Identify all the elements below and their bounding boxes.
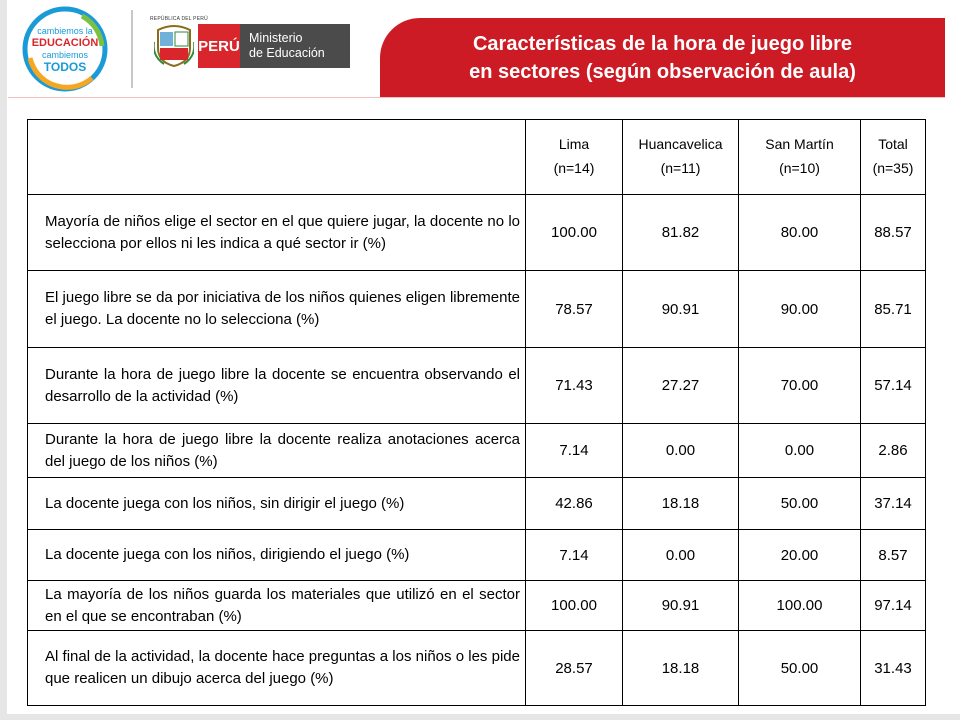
value-lima: 100.00 (526, 195, 623, 271)
value-lima: 71.43 (526, 348, 623, 424)
header-san-martin (739, 120, 861, 195)
results-table (27, 119, 926, 706)
title-banner (380, 18, 945, 97)
value-total: 85.71 (861, 271, 926, 348)
ministry-line-2: de Educación (249, 46, 325, 60)
value-lima: 28.57 (526, 631, 623, 706)
header-n: (n=35) (872, 160, 914, 176)
title-underline (8, 97, 945, 98)
slogan-line-2: EDUCACIÓN (31, 37, 99, 49)
value-total: 37.14 (861, 478, 926, 530)
value-huancavelica: 18.18 (623, 478, 739, 530)
value-total: 2.86 (861, 424, 926, 478)
ministry-label (240, 24, 350, 68)
header-n: (n=14) (553, 160, 595, 176)
table-row (28, 530, 926, 581)
logo-separator (131, 10, 133, 88)
value-lima: 42.86 (526, 478, 623, 530)
row-label: Durante la hora de juego libre la docente realiza anotaciones acerca del juego de los niños (%) (28, 424, 526, 478)
table-row (28, 631, 926, 706)
value-san-martin: 90.00 (739, 271, 861, 348)
value-huancavelica: 18.18 (623, 631, 739, 706)
value-san-martin: 20.00 (739, 530, 861, 581)
header-lima (526, 120, 623, 195)
bottom-border (0, 714, 960, 720)
header-huancavelica (623, 120, 739, 195)
table-row (28, 424, 926, 478)
value-san-martin: 0.00 (739, 424, 861, 478)
header-logos (8, 0, 344, 94)
row-label: La docente juega con los niños, sin dirigir el juego (%) (28, 478, 526, 530)
value-huancavelica: 27.27 (623, 348, 739, 424)
row-label: El juego libre se da por iniciativa de los niños quienes eligen libremente el juego. La docente no lo selecciona (%) (28, 271, 526, 348)
table-row (28, 581, 926, 631)
table-row (28, 195, 926, 271)
table-row (28, 271, 926, 348)
value-huancavelica: 0.00 (623, 424, 739, 478)
header-total (861, 120, 926, 195)
value-huancavelica: 90.91 (623, 271, 739, 348)
table-row (28, 348, 926, 424)
value-lima: 78.57 (526, 271, 623, 348)
value-huancavelica: 81.82 (623, 195, 739, 271)
cambiemos-educacion-logo (22, 6, 108, 92)
header-name: Huancavelica (638, 136, 723, 152)
value-san-martin: 100.00 (739, 581, 861, 631)
value-total: 88.57 (861, 195, 926, 271)
slogan-line-4: TODOS (43, 60, 87, 74)
header-name: Lima (558, 136, 590, 152)
ministry-line-1: Ministerio (249, 31, 303, 45)
value-lima: 7.14 (526, 530, 623, 581)
header-n: (n=10) (779, 160, 820, 176)
row-label: La docente juega con los niños, dirigiendo el juego (%) (28, 530, 526, 581)
row-label: Mayoría de niños elige el sector en el que quiere jugar, la docente no lo selecciona por ellos ni les indica a qué sector ir (%) (28, 195, 526, 271)
republic-text: REPÚBLICA DEL PERÚ (150, 16, 208, 22)
header-name: Total (878, 136, 908, 152)
value-huancavelica: 0.00 (623, 530, 739, 581)
value-total: 8.57 (861, 530, 926, 581)
value-total: 97.14 (861, 581, 926, 631)
title-line-1: Características de la hora de juego libre (472, 32, 853, 55)
value-san-martin: 70.00 (739, 348, 861, 424)
value-lima: 100.00 (526, 581, 623, 631)
header-name: San Martín (765, 136, 834, 152)
value-san-martin: 80.00 (739, 195, 861, 271)
value-lima: 7.14 (526, 424, 623, 478)
title-line-2: en sectores (según observación de aula) (469, 60, 856, 83)
row-label: Durante la hora de juego libre la docente se encuentra observando el desarrollo de la actividad (%) (28, 348, 526, 424)
value-san-martin: 50.00 (739, 478, 861, 530)
peru-label: PERÚ (198, 24, 240, 68)
value-total: 31.43 (861, 631, 926, 706)
header-n: (n=11) (660, 160, 701, 176)
left-border (0, 0, 7, 720)
row-label: Al final de la actividad, la docente hace preguntas a los niños o les pide que realicen un dibujo acerca del juego (%) (28, 631, 526, 706)
slogan-line-3: cambiemos (41, 50, 89, 60)
table-row (28, 478, 926, 530)
empty-header-cell (28, 120, 526, 195)
slogan-line-1: cambiemos la (37, 26, 93, 36)
value-san-martin: 50.00 (739, 631, 861, 706)
value-total: 57.14 (861, 348, 926, 424)
header-row (28, 120, 926, 195)
coat-of-arms-icon (154, 22, 194, 68)
row-label: La mayoría de los niños guarda los materiales que utilizó en el sector en el que se encontraban (%) (28, 581, 526, 631)
value-huancavelica: 90.91 (623, 581, 739, 631)
